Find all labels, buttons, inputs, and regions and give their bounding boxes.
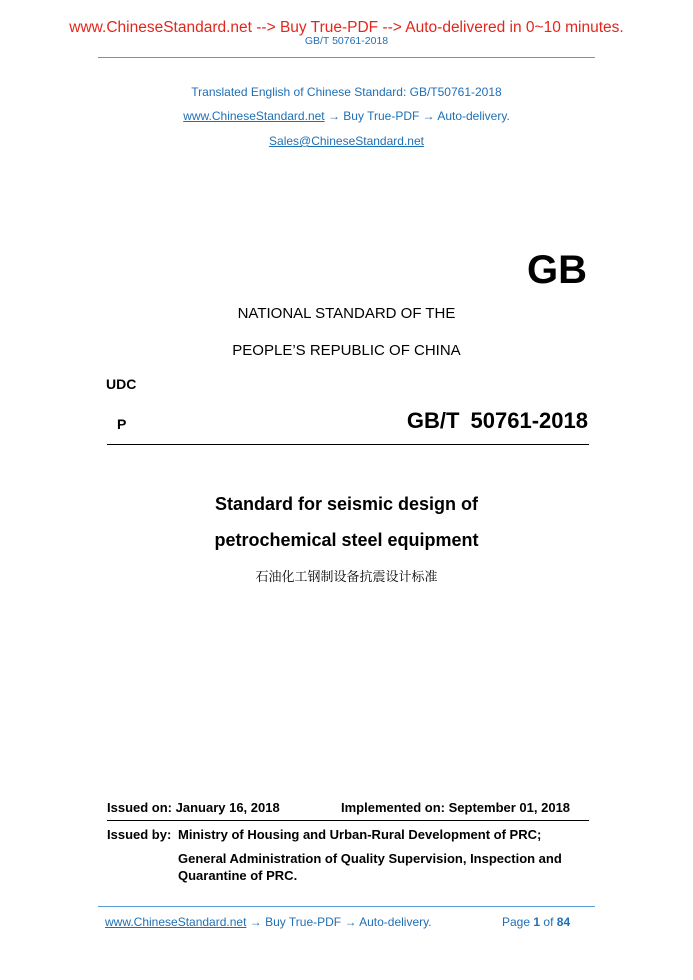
buy-line (0, 109, 693, 123)
title-chinese: 石油化工钢制设备抗震设计标准 (255, 570, 438, 585)
issued-by-aqsiq-line1: General Administration of Quality Supervision, Inspection and (178, 851, 562, 866)
p-label: P (117, 416, 127, 432)
page-total: 84 (556, 915, 571, 929)
promo-banner[interactable]: www.ChineseStandard.net --> Buy True-PDF --> Auto-delivered in 0~10 minutes. (69, 19, 624, 36)
footer-buy-line (105, 915, 432, 929)
header-standard-code: GB/T 50761-2018 (304, 35, 389, 47)
implemented-on: Implemented on: September 01, 2018 (341, 800, 571, 815)
issued-by-label: Issued by: (107, 827, 172, 842)
page-label: Page (502, 915, 531, 929)
sales-email-link[interactable]: Sales@ChineseStandard.net (269, 134, 424, 148)
header-divider (98, 57, 595, 58)
title-line1: Standard for seismic design of (214, 494, 479, 514)
issued-by-ministry: Ministry of Housing and Urban-Rural Development of PRC; (178, 827, 542, 842)
site-link[interactable]: www.ChineseStandard.net (183, 109, 325, 123)
footer-site-link[interactable]: www.ChineseStandard.net (105, 915, 247, 929)
footer-divider (98, 906, 595, 907)
title-line2: petrochemical steel equipment (214, 530, 479, 550)
of-label: of (543, 915, 554, 929)
standard-code: GB/T 50761-2018 (406, 408, 588, 433)
page-number: 1 (533, 915, 541, 929)
page-indicator (502, 915, 570, 929)
buy-line-text: → Buy True-PDF → Auto-delivery. (324, 109, 510, 123)
national-standard-line1: NATIONAL STANDARD OF THE (237, 305, 456, 322)
national-standard-line2: PEOPLE’S REPUBLIC OF CHINA (232, 342, 461, 359)
udc-label: UDC (106, 376, 137, 392)
issued-on: Issued on: January 16, 2018 (107, 800, 280, 815)
issued-by-aqsiq-line2: Quarantine of PRC. (178, 868, 298, 883)
footer-buy-text: → Buy True-PDF → Auto-delivery. (246, 915, 432, 929)
dates-divider (107, 820, 589, 821)
code-divider (107, 444, 589, 445)
translated-line: Translated English of Chinese Standard: GB/T50761-2018 (191, 85, 502, 99)
sales-line (0, 134, 693, 148)
gb-mark: GB (527, 248, 587, 292)
